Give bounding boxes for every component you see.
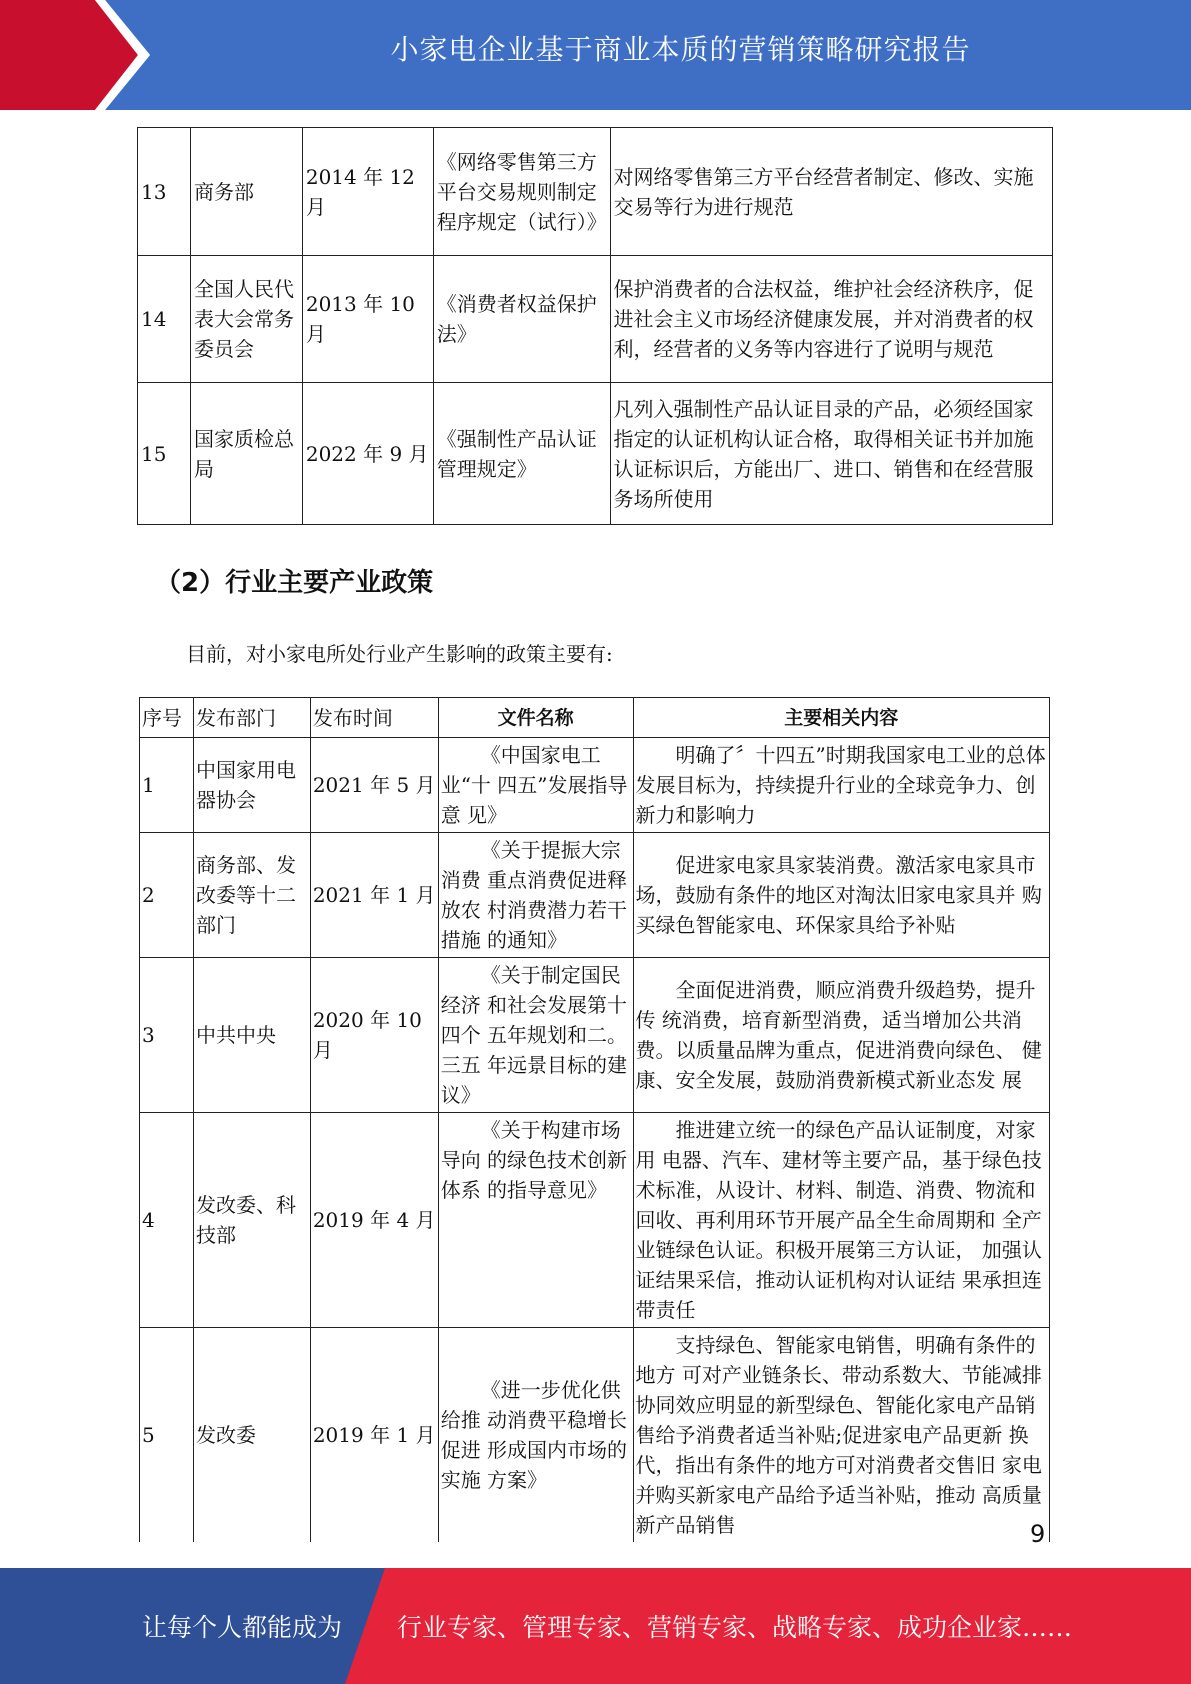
issue-date: 2014 年 12 月 bbox=[302, 128, 433, 256]
column-header-date: 发布时间 bbox=[310, 698, 438, 738]
table-row bbox=[140, 1113, 1050, 1328]
document-content: 推进建立统一的绿色产品认证制度，对家用 电器、汽车、建材等主要产品，基于绿色技术标准，从设计、材料、制造、消费、物流和回收、再利用环节开展产品全生命周期和 全产业链绿色认证。积极开展第三方认证， 加强认证结果采信，推动认证机构对认证结 果承担连带责任 bbox=[633, 1113, 1049, 1328]
issue-date: 2020 年 10 月 bbox=[310, 958, 438, 1113]
row-number: 5 bbox=[140, 1328, 194, 1543]
column-header-no: 序号 bbox=[140, 698, 194, 738]
page-footer bbox=[0, 1568, 1191, 1684]
issue-date: 2022 年 9 月 bbox=[302, 383, 433, 525]
row-number: 1 bbox=[140, 738, 194, 833]
header-red-arrow-icon bbox=[0, 0, 150, 110]
intro-paragraph: 目前，对小家电所处行业产生影响的政策主要有: bbox=[186, 642, 613, 666]
column-header-doc: 文件名称 bbox=[438, 698, 633, 738]
document-content: 明确了〞十四五”时期我国家电工业的总体 发展目标为，持续提升行业的全球竞争力、创新力和影响力 bbox=[633, 738, 1049, 833]
document-name: 《网络零售第三方平台交易规则制定程序规定（试行）》 bbox=[433, 128, 610, 256]
issue-date: 2013 年 10 月 bbox=[302, 256, 433, 383]
issuing-department: 中共中央 bbox=[193, 958, 310, 1113]
document-title: 小家电企业基于商业本质的营销策略研究报告 bbox=[390, 33, 971, 66]
issuing-department: 发改委 bbox=[193, 1328, 310, 1543]
issue-date: 2019 年 4 月 bbox=[310, 1113, 438, 1328]
document-content: 全面促进消费，顺应消费升级趋势，提升传 统消费，培育新型消费，适当增加公共消费。以质量品牌为重点，促进消费向绿色、 健康、安全发展，鼓励消费新模式新业态发 展 bbox=[633, 958, 1049, 1113]
document-content: 对网络零售第三方平台经营者制定、修改、实施交易等行为进行规范 bbox=[610, 128, 1052, 256]
document-name: 《强制性产品认证管理规定》 bbox=[433, 383, 610, 525]
row-number: 13 bbox=[138, 128, 191, 256]
table-row bbox=[138, 383, 1053, 525]
section-heading: （2）行业主要产业政策 bbox=[155, 568, 434, 598]
document-name: 《关于制定国民经济 和社会发展第十四个 五年规划和二。三五 年远景目标的建议》 bbox=[438, 958, 633, 1113]
issuing-department: 发改委、科技部 bbox=[193, 1113, 310, 1328]
table-row bbox=[140, 1328, 1050, 1543]
footer-slogan-left: 让每个人都能成为 bbox=[142, 1613, 343, 1642]
row-number: 3 bbox=[140, 958, 194, 1113]
document-name: 《关于提振大宗消费 重点消费促进释放农 村消费潜力若干措施 的通知》 bbox=[438, 833, 633, 958]
row-number: 4 bbox=[140, 1113, 194, 1328]
issue-date: 2021 年 5 月 bbox=[310, 738, 438, 833]
issue-date: 2019 年 1 月 bbox=[310, 1328, 438, 1543]
issuing-department: 中国家用电器协会 bbox=[193, 738, 310, 833]
footer-slogan-right: 行业专家、管理专家、营销专家、战略专家、成功企业家…… bbox=[397, 1613, 1073, 1642]
document-name: 《中国家电工业“十 四五”发展指导意 见》 bbox=[438, 738, 633, 833]
row-number: 2 bbox=[140, 833, 194, 958]
table-row bbox=[138, 128, 1053, 256]
column-header-dept: 发布部门 bbox=[193, 698, 310, 738]
table-row bbox=[140, 833, 1050, 958]
industry-policy-table bbox=[139, 697, 1050, 1542]
issue-date: 2021 年 1 月 bbox=[310, 833, 438, 958]
table-row bbox=[140, 958, 1050, 1113]
table-header-row bbox=[140, 698, 1050, 738]
page-header bbox=[0, 0, 1191, 110]
document-content: 凡列入强制性产品认证目录的产品，必须经国家指定的认证机构认证合格，取得相关证书并加施认证标识后，方能出厂、进口、销售和在经营服务场所使用 bbox=[610, 383, 1052, 525]
table-row bbox=[140, 738, 1050, 833]
table-row bbox=[138, 256, 1053, 383]
issuing-department: 国家质检总局 bbox=[190, 383, 302, 525]
issuing-department: 商务部、发改委等十二部门 bbox=[193, 833, 310, 958]
document-name: 《消费者权益保护法》 bbox=[433, 256, 610, 383]
document-content: 支持绿色、智能家电销售，明确有条件的地方 可对产业链条长、带动系数大、节能减排协同效应明显的新型绿色、智能化家电产品销 售给予消费者适当补贴;促进家电产品更新 换代，指出有条件的地方可对消费者交售旧 家电并购买新家电产品给予适当补贴，推动 高质量新产品销售 bbox=[633, 1328, 1049, 1543]
document-name: 《关于构建市场导向 的绿色技术创新体系 的指导意见》 bbox=[438, 1113, 633, 1328]
row-number: 14 bbox=[138, 256, 191, 383]
issuing-department: 商务部 bbox=[190, 128, 302, 256]
document-content: 促进家电家具家装消费。激活家电家具市场，鼓励有条件的地区对淘汰旧家电家具并 购买绿色智能家电、环保家具给予补贴 bbox=[633, 833, 1049, 958]
issuing-department: 全国人民代表大会常务委员会 bbox=[190, 256, 302, 383]
document-name: 《进一步优化供给推 动消费平稳增长促进 形成国内市场的实施 方案》 bbox=[438, 1328, 633, 1543]
column-header-content: 主要相关内容 bbox=[633, 698, 1049, 738]
regulations-table-continued bbox=[137, 127, 1053, 525]
document-content: 保护消费者的合法权益，维护社会经济秩序，促进社会主义市场经济健康发展，并对消费者的权利，经营者的义务等内容进行了说明与规范 bbox=[610, 256, 1052, 383]
row-number: 15 bbox=[138, 383, 191, 525]
page-number: 9 bbox=[1030, 1520, 1046, 1548]
